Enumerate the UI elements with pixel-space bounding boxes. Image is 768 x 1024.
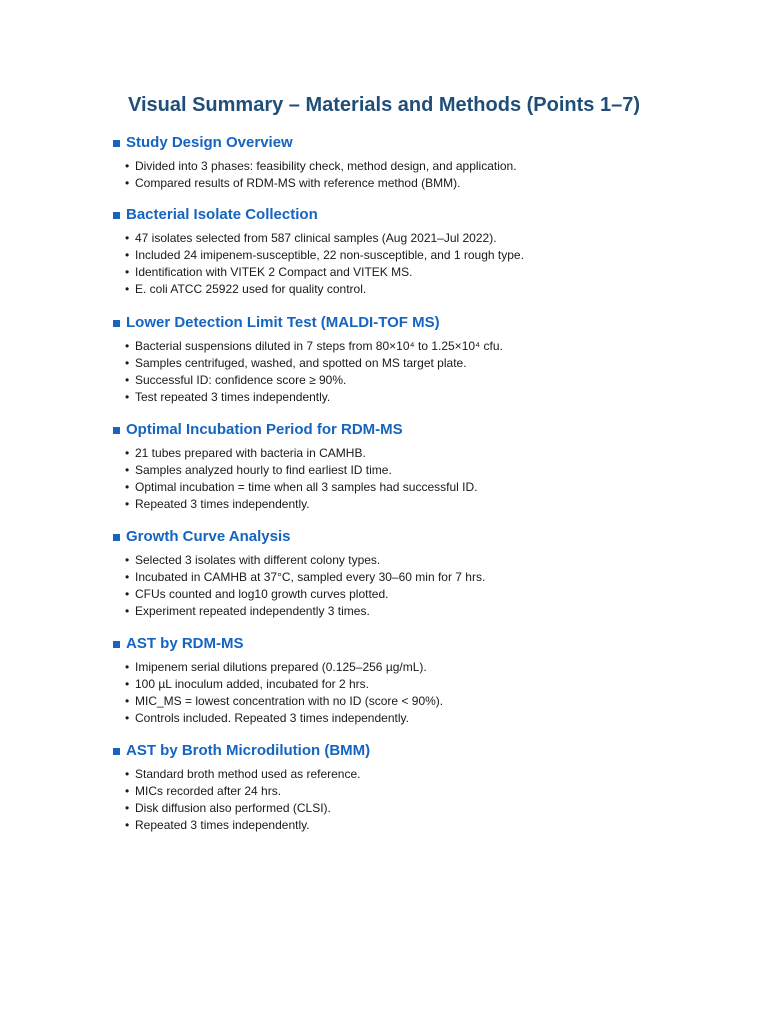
page-title: Visual Summary – Materials and Methods (Points 1–7): [127, 94, 640, 116]
section-heading-text: AST by RDM-MS: [126, 635, 244, 652]
list-item-text: Test repeated 3 times independently.: [135, 390, 331, 404]
square-bullet-icon: [113, 534, 120, 541]
dot-bullet-icon: •: [125, 818, 130, 832]
list-item: [125, 693, 673, 710]
section-lower-detection-limit: [113, 313, 673, 406]
list-item: [125, 496, 673, 513]
bullet-list: [125, 445, 673, 513]
dot-bullet-icon: •: [125, 176, 130, 190]
dot-bullet-icon: •: [125, 159, 130, 173]
list-item-text: 21 tubes prepared with bacteria in CAMHB.: [135, 446, 366, 460]
bullet-list: [125, 766, 673, 834]
list-item-text: Successful ID: confidence score ≥ 90%.: [135, 373, 347, 387]
list-item-text: CFUs counted and log10 growth curves plotted.: [135, 587, 389, 601]
dot-bullet-icon: •: [125, 677, 130, 691]
list-item: [125, 659, 673, 676]
list-item: [125, 783, 673, 800]
dot-bullet-icon: •: [125, 446, 130, 460]
list-item-text: Samples analyzed hourly to find earliest ID time.: [135, 463, 392, 477]
list-item-text: E. coli ATCC 25922 used for quality control.: [135, 282, 367, 296]
list-item: [125, 710, 673, 727]
list-item-text: Divided into 3 phases: feasibility check, method design, and application.: [135, 159, 517, 173]
bullet-list: [125, 230, 673, 298]
dot-bullet-icon: •: [125, 480, 130, 494]
list-item: [125, 264, 673, 281]
list-item-text: Optimal incubation = time when all 3 samples had successful ID.: [135, 480, 478, 494]
list-item-text: Samples centrifuged, washed, and spotted on MS target plate.: [135, 356, 467, 370]
dot-bullet-icon: •: [125, 570, 130, 584]
list-item-text: Experiment repeated independently 3 times.: [135, 604, 370, 618]
section-heading: [113, 133, 673, 153]
list-item-text: Identification with VITEK 2 Compact and VITEK MS.: [135, 265, 413, 279]
dot-bullet-icon: •: [125, 373, 130, 387]
dot-bullet-icon: •: [125, 553, 130, 567]
list-item: [125, 372, 673, 389]
list-item: [125, 338, 673, 355]
dot-bullet-icon: •: [125, 587, 130, 601]
section-heading-text: Study Design Overview: [126, 134, 293, 151]
section-ast-rdm-ms: [113, 634, 673, 727]
dot-bullet-icon: •: [125, 282, 130, 296]
list-item: [125, 569, 673, 586]
bullet-list: [125, 659, 673, 727]
dot-bullet-icon: •: [125, 390, 130, 404]
square-bullet-icon: [113, 212, 120, 219]
section-heading: [113, 313, 673, 333]
list-item: [125, 175, 673, 192]
list-item: [125, 462, 673, 479]
list-item-text: Repeated 3 times independently.: [135, 497, 310, 511]
list-item: [125, 281, 673, 298]
section-heading-text: AST by Broth Microdilution (BMM): [126, 742, 371, 759]
list-item-text: 47 isolates selected from 587 clinical samples (Aug 2021–Jul 2022).: [135, 231, 497, 245]
bullet-list: [125, 338, 673, 406]
square-bullet-icon: [113, 748, 120, 755]
list-item-text: MICs recorded after 24 hrs.: [135, 784, 282, 798]
list-item: [125, 586, 673, 603]
list-item: [125, 445, 673, 462]
list-item: [125, 230, 673, 247]
square-bullet-icon: [113, 140, 120, 147]
section-heading: [113, 527, 673, 547]
dot-bullet-icon: •: [125, 801, 130, 815]
list-item: [125, 552, 673, 569]
dot-bullet-icon: •: [125, 265, 130, 279]
list-item: [125, 479, 673, 496]
list-item: [125, 766, 673, 783]
list-item: [125, 817, 673, 834]
section-heading: [113, 205, 673, 225]
list-item: [125, 355, 673, 372]
list-item: [125, 247, 673, 264]
list-item-text: MIC_MS = lowest concentration with no ID (score < 90%).: [135, 694, 444, 708]
list-item-text: 100 µL inoculum added, incubated for 2 hrs.: [135, 677, 369, 691]
list-item-text: Included 24 imipenem-susceptible, 22 non-susceptible, and 1 rough type.: [135, 248, 524, 262]
section-heading-text: Optimal Incubation Period for RDM-MS: [126, 421, 403, 438]
dot-bullet-icon: •: [125, 248, 130, 262]
bullet-list: [125, 158, 673, 192]
section-heading: [113, 634, 673, 654]
dot-bullet-icon: •: [125, 463, 130, 477]
dot-bullet-icon: •: [125, 711, 130, 725]
section-heading-text: Growth Curve Analysis: [126, 528, 291, 545]
section-bacterial-isolate-collection: [113, 205, 673, 298]
list-item-text: Incubated in CAMHB at 37°C, sampled every 30–60 min for 7 hrs.: [135, 570, 486, 584]
square-bullet-icon: [113, 320, 120, 327]
section-heading: [113, 420, 673, 440]
list-item-text: Disk diffusion also performed (CLSI).: [135, 801, 331, 815]
dot-bullet-icon: •: [125, 604, 130, 618]
list-item-text: Imipenem serial dilutions prepared (0.125–256 µg/mL).: [135, 660, 427, 674]
dot-bullet-icon: •: [125, 356, 130, 370]
list-item-text: Controls included. Repeated 3 times independently.: [135, 711, 409, 725]
list-item: [125, 676, 673, 693]
bullet-list: [125, 552, 673, 620]
section-optimal-incubation: [113, 420, 673, 513]
list-item-text: Selected 3 isolates with different colony types.: [135, 553, 381, 567]
list-item: [125, 603, 673, 620]
dot-bullet-icon: •: [125, 767, 130, 781]
list-item-text: Bacterial suspensions diluted in 7 steps from 80×10⁴ to 1.25×10⁴ cfu.: [135, 339, 503, 353]
dot-bullet-icon: •: [125, 784, 130, 798]
list-item: [125, 800, 673, 817]
square-bullet-icon: [113, 427, 120, 434]
section-heading-text: Lower Detection Limit Test (MALDI-TOF MS): [126, 314, 440, 331]
section-heading: [113, 741, 673, 761]
section-study-design: [113, 133, 673, 192]
section-heading-text: Bacterial Isolate Collection: [126, 206, 318, 223]
list-item-text: Repeated 3 times independently.: [135, 818, 310, 832]
dot-bullet-icon: •: [125, 231, 130, 245]
square-bullet-icon: [113, 641, 120, 648]
list-item: [125, 389, 673, 406]
section-ast-bmm: [113, 741, 673, 834]
list-item-text: Standard broth method used as reference.: [135, 767, 361, 781]
dot-bullet-icon: •: [125, 694, 130, 708]
dot-bullet-icon: •: [125, 339, 130, 353]
list-item-text: Compared results of RDM-MS with reference method (BMM).: [135, 176, 461, 190]
section-growth-curve: [113, 527, 673, 620]
list-item: [125, 158, 673, 175]
dot-bullet-icon: •: [125, 497, 130, 511]
dot-bullet-icon: •: [125, 660, 130, 674]
